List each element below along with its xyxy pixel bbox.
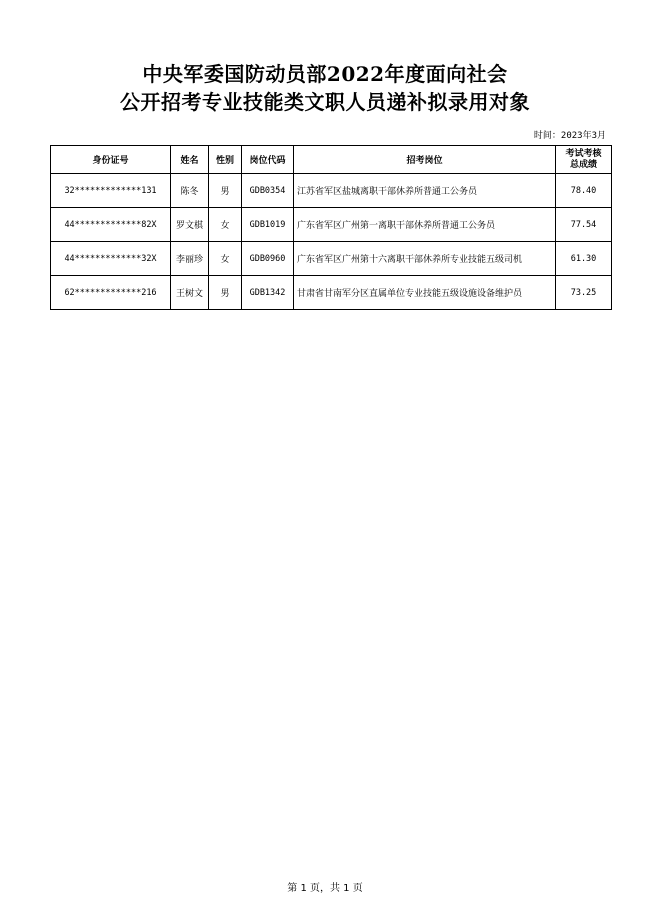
cell-post: 广东省军区广州第一离职干部休养所普通工公务员 xyxy=(294,208,556,242)
table-row xyxy=(51,242,612,276)
cell-post: 广东省军区广州第十六离职干部休养所专业技能五级司机 xyxy=(294,242,556,276)
cell-name: 陈冬 xyxy=(171,174,209,208)
column-header-name: 姓名 xyxy=(171,146,209,174)
cell-code: GDB0354 xyxy=(242,174,294,208)
cell-code: GDB1342 xyxy=(242,276,294,310)
table-row xyxy=(51,174,612,208)
document-title-line1: 中央军委国防动员部2022年度面向社会 xyxy=(142,62,508,86)
cell-id: 32*************131 xyxy=(51,174,171,208)
cell-post: 江苏省军区盐城离职干部休养所普通工公务员 xyxy=(294,174,556,208)
cell-score: 77.54 xyxy=(556,208,612,242)
column-header-score-line1: 考试考核 xyxy=(565,148,602,159)
cell-gender: 男 xyxy=(209,174,242,208)
cell-post: 甘肃省甘南军分区直属单位专业技能五级设施设备维护员 xyxy=(294,276,556,310)
column-header-score-line2: 总成绩 xyxy=(569,159,597,170)
cell-code: GDB1019 xyxy=(242,208,294,242)
document-title-line2: 公开招考专业技能类文职人员递补拟录用对象 xyxy=(120,90,530,114)
document-date: 时间：2023年3月 xyxy=(533,131,606,141)
column-header-gender: 性别 xyxy=(209,146,242,174)
cell-name: 罗文棋 xyxy=(171,208,209,242)
column-header-code: 岗位代码 xyxy=(242,146,294,174)
cell-gender: 女 xyxy=(209,242,242,276)
cell-id: 44*************82X xyxy=(51,208,171,242)
cell-code: GDB0960 xyxy=(242,242,294,276)
cell-gender: 女 xyxy=(209,208,242,242)
page-footer: 第 1 页，共 1 页 xyxy=(287,883,363,894)
table-row xyxy=(51,276,612,310)
cell-score: 78.40 xyxy=(556,174,612,208)
cell-score: 61.30 xyxy=(556,242,612,276)
table-row xyxy=(51,208,612,242)
cell-name: 李丽珍 xyxy=(171,242,209,276)
cell-score: 73.25 xyxy=(556,276,612,310)
table-header-row xyxy=(51,146,612,174)
candidate-table xyxy=(50,145,612,310)
cell-name: 王树文 xyxy=(171,276,209,310)
cell-id: 62*************216 xyxy=(51,276,171,310)
column-header-post: 招考岗位 xyxy=(294,146,556,174)
cell-gender: 男 xyxy=(209,276,242,310)
cell-id: 44*************32X xyxy=(51,242,171,276)
column-header-score xyxy=(556,146,612,174)
column-header-id: 身份证号 xyxy=(51,146,171,174)
